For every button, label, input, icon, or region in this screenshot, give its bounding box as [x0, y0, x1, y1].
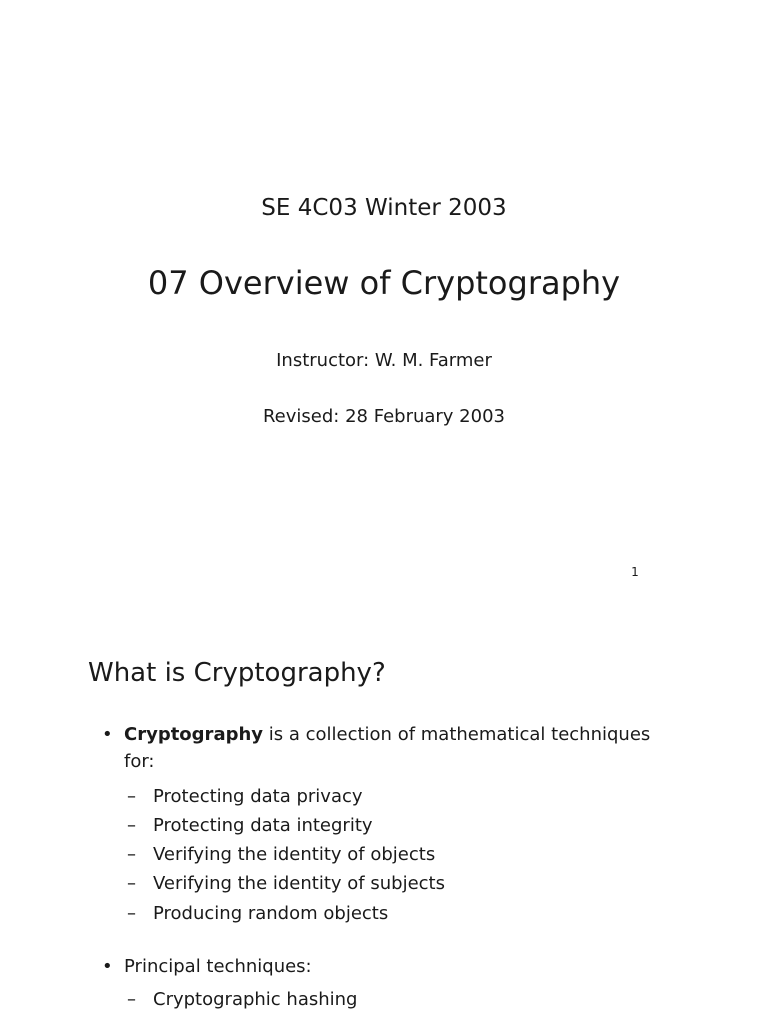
- dash-marker: –: [127, 844, 136, 865]
- bullet-principal-techniques: [102, 953, 704, 980]
- list-item-text: Producing random objects: [153, 903, 389, 924]
- list-item-text: Verifying the identity of objects: [153, 844, 436, 865]
- list-item: [127, 814, 713, 838]
- dash-marker: –: [127, 786, 136, 807]
- term-cryptography: Cryptography: [124, 724, 264, 745]
- dash-marker: –: [127, 873, 136, 894]
- list-item: [127, 785, 713, 809]
- bullet-text-line2: for:: [124, 751, 155, 772]
- list-item: [127, 902, 713, 926]
- list-item: [127, 843, 713, 867]
- list-item-text: Cryptographic hashing: [153, 989, 358, 1010]
- dash-marker: –: [127, 815, 136, 836]
- list-item-text: Protecting data integrity: [153, 815, 373, 836]
- course-title: SE 4C03 Winter 2003: [261, 195, 507, 221]
- bullet-marker: •: [102, 724, 113, 745]
- instructor-line: Instructor: W. M. Farmer: [276, 350, 492, 371]
- page-number: 1: [631, 565, 639, 579]
- bullet-text-line1: is a collection of mathematical techniques: [263, 724, 651, 745]
- list-item: [127, 988, 713, 1012]
- list-item: [127, 872, 713, 896]
- dash-marker: –: [127, 903, 136, 924]
- bullet-cryptography: [102, 721, 704, 775]
- lecture-title: 07 Overview of Cryptography: [147, 264, 621, 302]
- dash-marker: –: [127, 989, 136, 1010]
- list-item-text: Verifying the identity of subjects: [153, 873, 445, 894]
- section-heading: What is Cryptography?: [88, 658, 386, 688]
- revised-date: Revised: 28 February 2003: [262, 406, 505, 427]
- list-item-text: Protecting data privacy: [153, 786, 363, 807]
- bullet-marker: •: [102, 956, 113, 977]
- bullet-text: Principal techniques:: [124, 956, 312, 977]
